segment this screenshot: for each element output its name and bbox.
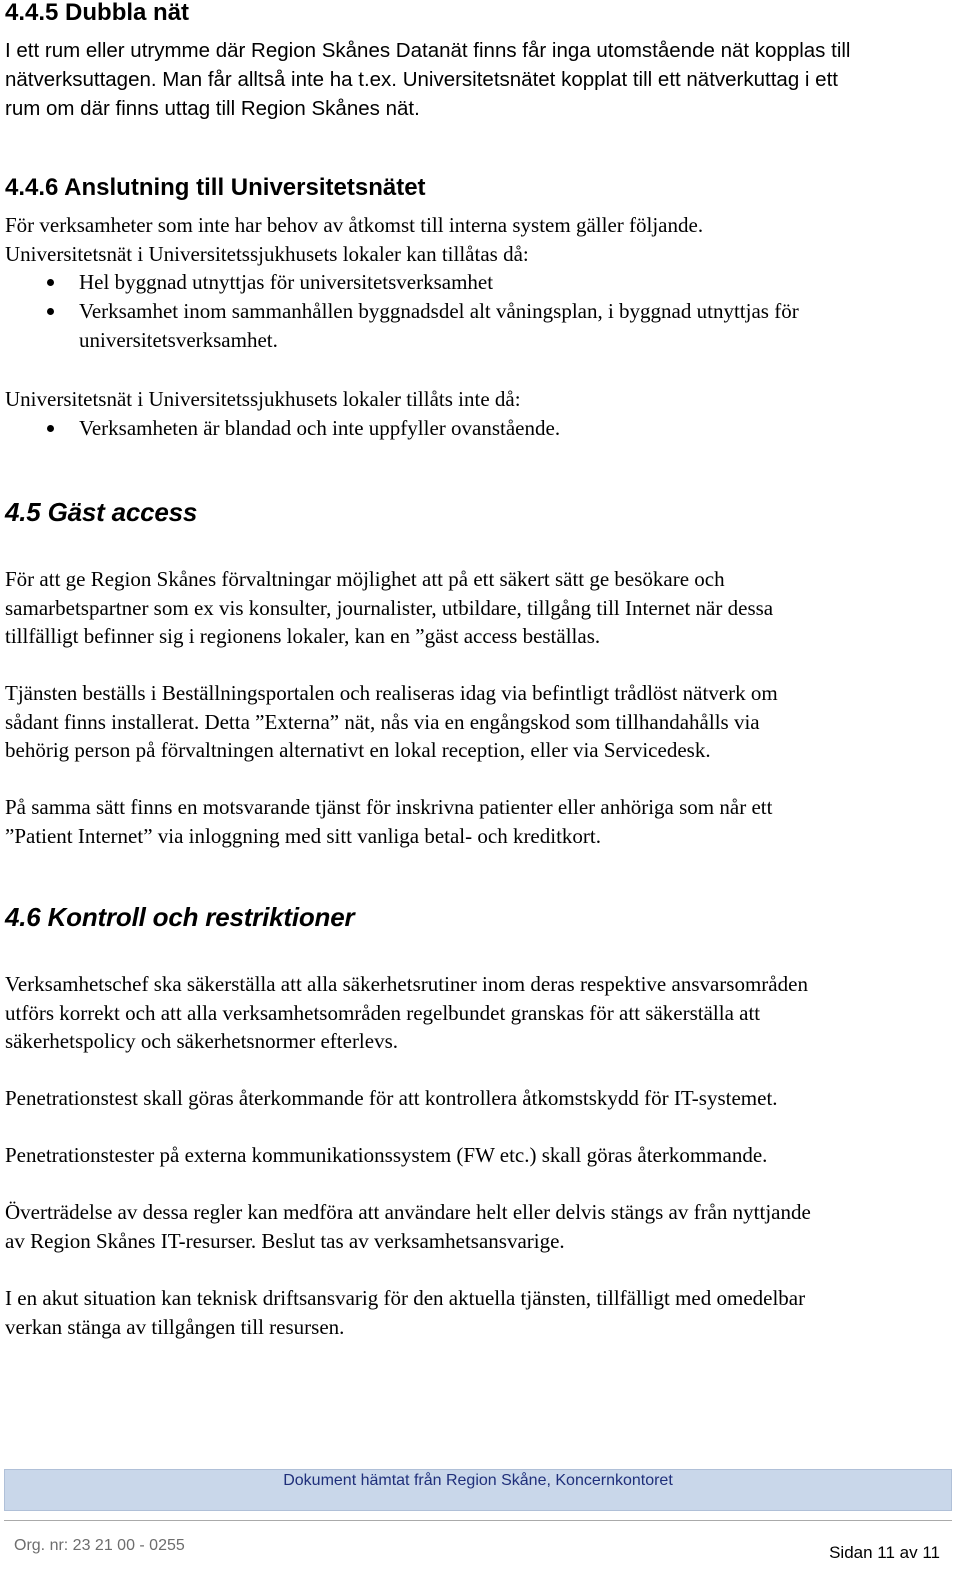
bullet-icon (47, 279, 54, 286)
footer-source-text: Dokument hämtat från Region Skåne, Koncernkontoret (283, 1472, 673, 1489)
paragraph-line: Universitetsnät i Universitetssjukhusets lokaler kan tillåtas då: (5, 241, 529, 266)
paragraph-line: tillfälligt befinner sig i regionens lokaler, kan en ”gäst access beställas. (5, 624, 601, 649)
paragraph-line: Tjänsten beställs i Beställningsportalen och realiseras idag via befintligt trådlöst nätverk om (5, 681, 778, 705)
paragraph-line: verkan stänga av tillgången till resursen. (5, 1314, 345, 1339)
section-body-4-4-6 (5, 211, 799, 355)
section-heading-4-4-6: 4.4.6 Anslutning till Universitetsnätet (5, 174, 426, 201)
allowed-bullet-list (5, 268, 799, 354)
section-body-4-6-p3 (5, 1141, 767, 1170)
section-body-4-5-p1 (5, 565, 773, 651)
section-body-4-6-p2 (5, 1084, 778, 1113)
paragraph-line: Penetrationstester på externa kommunikationssystem (FW etc.) skall göras återkommande. (5, 1143, 768, 1167)
paragraph-line: ”Patient Internet” via inloggning med sitt vanliga betal- och kreditkort. (5, 823, 601, 848)
section-body-4-6-p5 (5, 1284, 805, 1341)
paragraph-line: säkerhetspolicy och säkerhetsnormer efterlevs. (5, 1029, 399, 1054)
footer-divider (4, 1520, 952, 1521)
footer-org-number: Org. nr: 23 21 00 - 0255 (14, 1537, 185, 1554)
paragraph-line: rum om där finns uttag till Region Skånes nät. (5, 97, 420, 120)
list-item: Verksamheten är blandad och inte uppfyller ovanstående. (5, 414, 560, 443)
list-item: Hel byggnad utnyttjas för universitetsverksamhet (5, 268, 799, 297)
denied-bullet-list (5, 414, 560, 443)
list-item: Verksamhet inom sammanhållen byggnadsdel alt våningsplan, i byggnad utnyttjas för universitetsverksamhet. (5, 297, 799, 354)
paragraph-line: För verksamheter som inte har behov av åtkomst till interna system gäller följande. (5, 213, 704, 237)
paragraph-line: Universitetsnät i Universitetssjukhusets lokaler tillåts inte då: (5, 387, 521, 411)
footer-source-band (4, 1469, 952, 1511)
section-heading-4-4-5: 4.4.5 Dubbla nät (5, 0, 190, 26)
section-body-4-6-p1 (5, 970, 808, 1056)
paragraph-line: Verksamhetschef ska säkerställa att alla säkerhetsrutiner inom deras respektive ansvarsområden (5, 972, 808, 996)
paragraph-line: Penetrationstest skall göras återkommande för att kontrollera åtkomstskydd för IT-systemet. (5, 1086, 778, 1110)
section-body-4-5-p3 (5, 793, 772, 850)
section-heading-4-6: 4.6 Kontroll och restriktioner (5, 902, 355, 932)
paragraph-line: behörig person på förvaltningen alternativt en lokal reception, eller via Servicedesk. (5, 738, 711, 763)
paragraph-line: utförs korrekt och att alla verksamhetsområden regelbundet granskas för att säkerställa att (5, 1000, 761, 1025)
footer-page-number: Sidan 11 av 11 (829, 1543, 940, 1562)
paragraph-line: I ett rum eller utrymme där Region Skånes Datanät finns får inga utomstående nät kopplas till (5, 39, 851, 62)
paragraph-line: av Region Skånes IT-resurser. Beslut tas av verksamhetsansvarige. (5, 1228, 565, 1253)
section-body-4-4-5 (5, 36, 851, 123)
bullet-icon (47, 308, 54, 315)
paragraph-line: På samma sätt finns en motsvarande tjänst för inskrivna patienter eller anhöriga som når ett (5, 795, 773, 819)
section-body-4-5-p2 (5, 679, 778, 765)
section-body-4-6-p4 (5, 1198, 811, 1255)
section-heading-4-5: 4.5 Gäst access (5, 497, 198, 527)
paragraph-line: samarbetspartner som ex vis konsulter, journalister, utbildare, tillgång till Internet när dessa (5, 595, 774, 620)
paragraph-line: nätverksuttagen. Man får alltså inte ha t.ex. Universitetsnätet kopplat till ett nätverkuttag i ett (5, 68, 838, 91)
bullet-icon (47, 425, 54, 432)
paragraph-line: För att ge Region Skånes förvaltningar möjlighet att på ett säkert sätt ge besökare och (5, 567, 725, 591)
paragraph-line: Överträdelse av dessa regler kan medföra att användare helt eller delvis stängs av från nyttjande (5, 1200, 811, 1224)
paragraph-line: I en akut situation kan teknisk driftsansvarig för den aktuella tjänsten, tillfälligt med omedelbar (5, 1286, 806, 1310)
denied-block (5, 385, 560, 442)
paragraph-line: sådant finns installerat. Detta ”Externa” nät, nås via en engångskod som tillhandahålls via (5, 709, 760, 734)
